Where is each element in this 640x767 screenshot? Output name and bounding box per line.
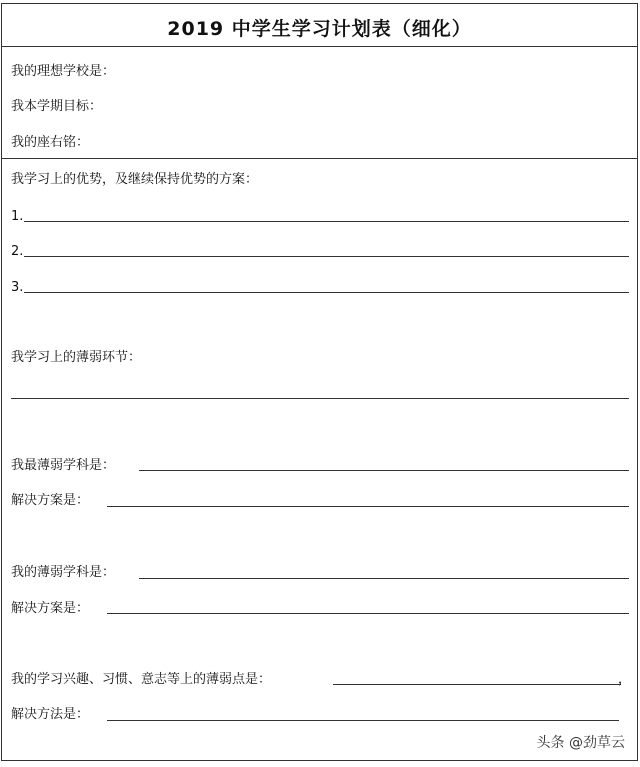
watermark [537, 732, 625, 752]
ideal-school-label: 我的理想学校是： [11, 64, 116, 79]
semester-goal-label: 我本学期目标： [11, 99, 103, 114]
plan-form-frame [1, 3, 638, 761]
strength-item-2-number: 2. [11, 244, 24, 259]
weak-subject-solution-label: 解决方案是： [11, 601, 90, 616]
weak-subject-label: 我的薄弱学科是： [11, 565, 116, 580]
weak-subject-blank[interactable] [139, 578, 629, 579]
strengths-heading: 我学习上的优势，及继续保持优势的方案： [11, 172, 259, 187]
section-divider [2, 158, 637, 159]
weakest-subject-solution-blank[interactable] [107, 506, 629, 507]
weakness-blank[interactable] [11, 398, 629, 399]
title-divider [2, 46, 637, 47]
habits-comma: ， [617, 672, 631, 687]
strength-item-1-number: 1. [11, 209, 24, 224]
strength-item-3-number: 3. [11, 280, 24, 295]
strength-item-3-blank[interactable] [24, 292, 629, 293]
habits-solution-blank[interactable] [107, 720, 619, 721]
weakest-subject-blank[interactable] [139, 470, 629, 471]
page-title: 2019 中学生学习计划表（细化） [167, 18, 472, 40]
habits-label: 我的学习兴趣、习惯、意志等上的薄弱点是： [11, 672, 272, 687]
motto-label: 我的座右铭： [11, 135, 90, 150]
strength-item-1-blank[interactable] [24, 221, 629, 222]
habits-blank[interactable] [333, 684, 621, 685]
strength-item-2-blank[interactable] [24, 256, 629, 257]
weakest-subject-solution-label: 解决方案是： [11, 493, 90, 508]
habits-solution-label: 解决方法是： [11, 707, 90, 722]
weakness-heading: 我学习上的薄弱环节： [11, 350, 142, 365]
weak-subject-solution-blank[interactable] [107, 613, 629, 614]
watermark-text: 头条 @劲草云 [536, 735, 625, 751]
weakest-subject-label: 我最薄弱学科是： [11, 458, 116, 473]
